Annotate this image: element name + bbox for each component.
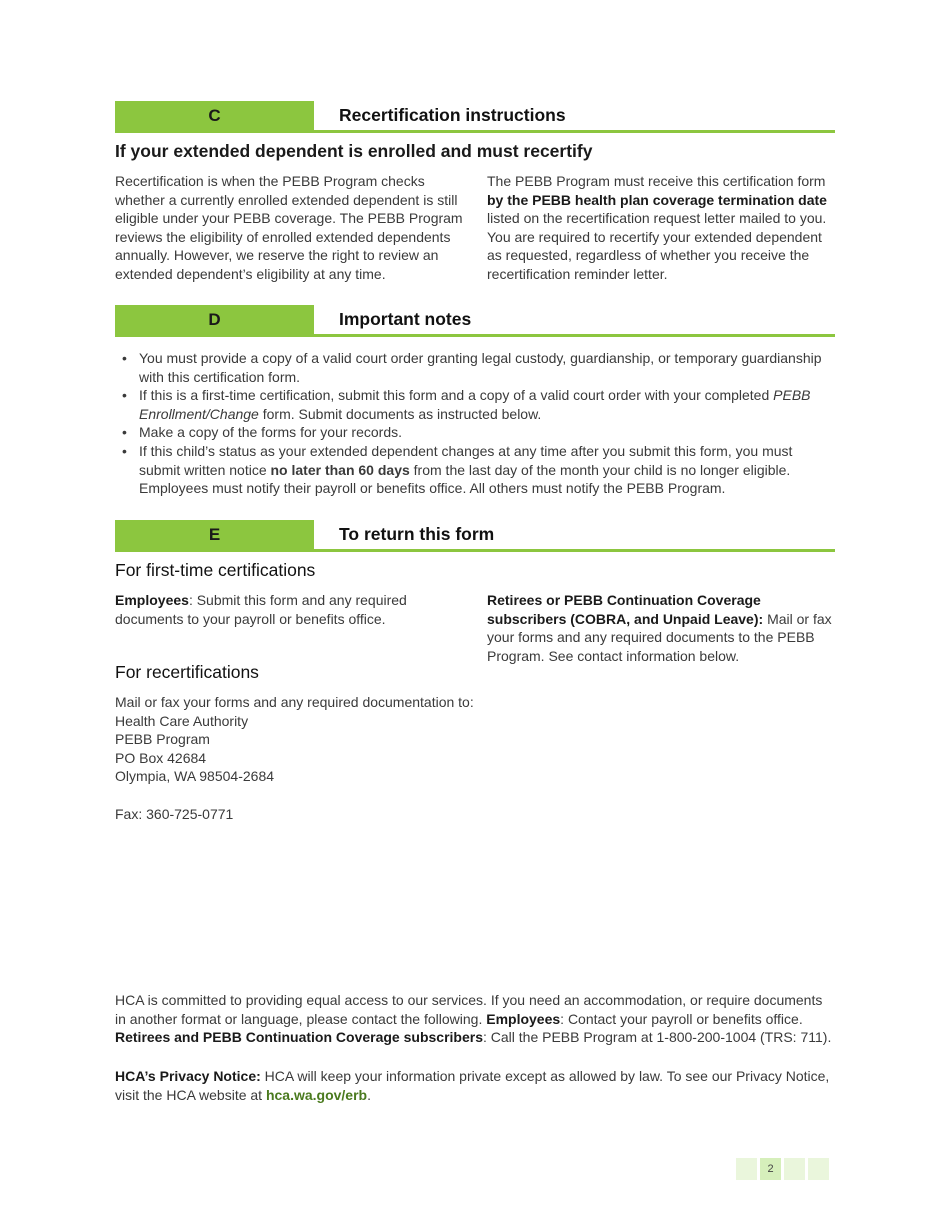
page-cell [808, 1158, 829, 1180]
section-letter: E [115, 520, 314, 549]
fax-number: Fax: 360-725-0771 [115, 805, 234, 822]
list-item: • You must provide a copy of a valid court order granting legal custody, guardianship, or temporary guardianship with this certification form. [120, 349, 835, 386]
first-time-subhead: For first-time certifications [115, 560, 316, 580]
deadline-emphasis: no later than 60 days [270, 461, 410, 478]
address-line: PEBB Program [115, 731, 210, 748]
address-line: Health Care Authority [115, 712, 249, 729]
page-cell [736, 1158, 757, 1180]
list-item: • Make a copy of the forms for your records. [120, 423, 835, 442]
section-c-header [115, 101, 835, 133]
list-item: • If this is a first-time certification, submit this form and a copy of a valid court order with your completed PEBB Enrollment/Change form. Submit documents as instructed below. [120, 386, 835, 423]
retirees-instructions: Retirees or PEBB Continuation Coverage subscribers (COBRA, and Unpaid Leave): Mail or fax your forms and any required documents to the PEBB Program. See contact information below. [487, 592, 832, 664]
termination-date-emphasis: by the PEBB health plan coverage termination date [487, 191, 827, 208]
employees-instructions: Employees: Submit this form and any required documents to your payroll or benefits office. [115, 592, 407, 627]
section-title: Important notes [339, 309, 472, 329]
section-d-header [115, 305, 835, 337]
recertifications-subhead: For recertifications [115, 662, 259, 682]
section-e-header [115, 520, 835, 552]
recert-right-paragraph: The PEBB Program must receive this certification form by the PEBB health plan coverage termination date listed on the recertification request letter mailed to you. You are required to recertify your extended dependent as requested, regardless of whether you receive the recertification reminder letter. [487, 173, 827, 282]
form-name-emphasis: PEBB Enrollment/Change [139, 387, 811, 422]
section-letter: D [115, 305, 314, 334]
section-title: To return this form [339, 524, 495, 544]
hca-erb-link[interactable]: hca.wa.gov/erb [265, 1086, 368, 1103]
list-item: • If this child’s status as your extended dependent changes at any time after you submit this form, you must submit written notice no later than 60 days from the last day of the month your child is no longer eligible. Employees must notify their payroll or benefits office. All others must notify the PEBB Program. [120, 442, 835, 498]
important-notes-list [120, 349, 835, 498]
address-line: PO Box 42684 [115, 749, 207, 766]
section-title: Recertification instructions [339, 105, 566, 125]
current-page-number: 2 [760, 1158, 781, 1180]
accessibility-notice: HCA is committed to providing equal access to our services. If you need an accommodation, or require documents in another format or language, please contact the following. Employees: Contact your payroll or benefits office. Retirees and PEBB Continuation Coverage subscribers: Call the PEBB Program at 1-800-200-1004 (TRS: 711). [115, 992, 832, 1046]
address-line: Olympia, WA 98504-2684 [115, 768, 275, 785]
recert-subhead: If your extended dependent is enrolled and must recertify [115, 141, 593, 161]
page-cell [784, 1158, 805, 1180]
section-letter: C [115, 101, 314, 130]
page-indicator [736, 1158, 829, 1180]
privacy-notice: HCA’s Privacy Notice: HCA will keep your information private except as allowed by law. To see our Privacy Notice, visit the HCA website at hca.wa.gov/erb. [115, 1068, 830, 1103]
recert-left-paragraph: Recertification is when the PEBB Program checks whether a currently enrolled extended dependent is still eligible under your PEBB coverage. The PEBB Program reviews the eligibility of enrolled extended dependents annually. However, we reserve the right to review an extended dependent’s eligibility at any time. [115, 173, 463, 282]
mailing-address-block: Mail or fax your forms and any required documentation to: Health Care Authority PEBB Program PO Box 42684 Olympia, WA 98504-2684 Fax: 360-725-0771 [115, 693, 515, 823]
